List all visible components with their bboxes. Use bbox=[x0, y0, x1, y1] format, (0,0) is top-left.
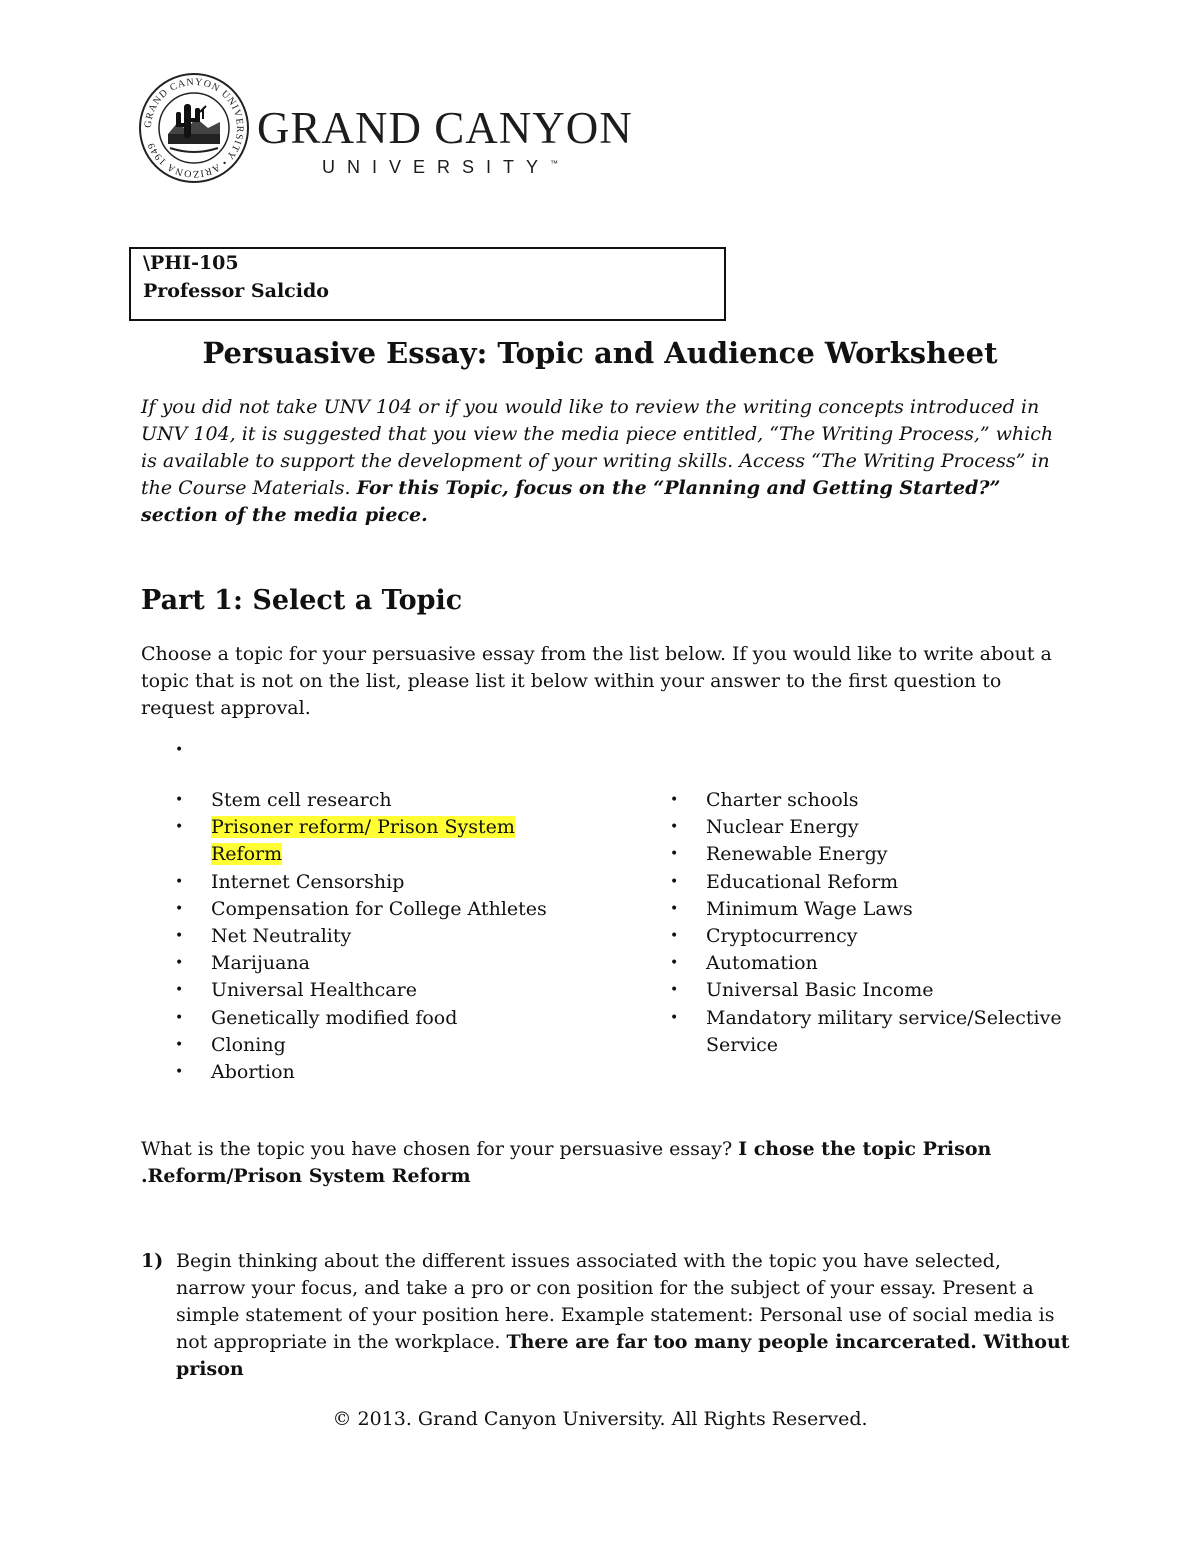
list-item: • Charter schools bbox=[670, 787, 1090, 814]
empty-bullet: • bbox=[175, 742, 184, 758]
list-item: • Universal Basic Income bbox=[670, 977, 1090, 1004]
course-code: \PHI-105 bbox=[143, 252, 239, 274]
professor-name: Professor Salcido bbox=[143, 280, 329, 302]
list-item: • Educational Reform bbox=[670, 869, 1090, 896]
list-item: • Nuclear Energy bbox=[670, 814, 1090, 841]
topic-list-left bbox=[175, 787, 555, 1086]
topic-list-right bbox=[670, 787, 1090, 1059]
intro-paragraph bbox=[141, 394, 1071, 529]
copyright-footer: © 2013. Grand Canyon University. All Rights Reserved. bbox=[332, 1408, 868, 1430]
list-item: • Automation bbox=[670, 950, 1090, 977]
topic-question bbox=[141, 1136, 1041, 1190]
list-item: • Net Neutrality bbox=[175, 923, 555, 950]
list-item-highlighted bbox=[175, 814, 555, 868]
trademark-symbol: ™ bbox=[550, 159, 559, 168]
seal-text: GRAND CANYON UNIVERSITY • ARIZONA 1949 bbox=[142, 76, 246, 180]
list-item: • Genetically modified food bbox=[175, 1005, 555, 1032]
list-item: • Renewable Energy bbox=[670, 841, 1090, 868]
logo-wordmark bbox=[257, 103, 633, 153]
list-item: • Universal Healthcare bbox=[175, 977, 555, 1004]
list-item: • Compensation for College Athletes bbox=[175, 896, 555, 923]
item-answer: There are far too many people incarcerated. Without prison bbox=[176, 1331, 1070, 1380]
page-title: Persuasive Essay: Topic and Audience Worksheet bbox=[202, 336, 998, 370]
list-item: • Cryptocurrency bbox=[670, 923, 1090, 950]
numbered-item-1 bbox=[141, 1248, 1071, 1383]
item-prompt: Begin thinking about the different issues associated with the topic you have selected, narrow your focus, and take a pro or con position for the subject of your essay. Present a simple statement of your position here. Example statement: Personal use of social media is not appropriate in the workplace. bbox=[176, 1250, 1055, 1353]
intro-emphasis: For this Topic, focus on the “Planning and Getting Started?” section of the media piece. bbox=[141, 477, 1001, 526]
list-item: • Stem cell research bbox=[175, 787, 555, 814]
part1-heading: Part 1: Select a Topic bbox=[141, 585, 463, 616]
logo-subtitle-text: UNIVERSITY bbox=[322, 157, 551, 177]
part1-instructions: Choose a topic for your persuasive essay from the list below. If you would like to write about a topic that is not on the list, please list it below within your answer to the first question to request approval. bbox=[141, 643, 1052, 719]
list-item: • Minimum Wage Laws bbox=[670, 896, 1090, 923]
question-text: What is the topic you have chosen for your persuasive essay? bbox=[141, 1138, 733, 1160]
list-item: • Mandatory military service/Selective Service bbox=[670, 1005, 1090, 1059]
question-answer: I chose the topic Prison .Reform/Prison System Reform bbox=[141, 1138, 992, 1187]
list-item: • Marijuana bbox=[175, 950, 555, 977]
list-item: • Cloning bbox=[175, 1032, 555, 1059]
intro-text: If you did not take UNV 104 or if you would like to review the writing concepts introduced in UNV 104, it is suggested that you view the media piece entitled, “The Writing Process,” which is available to support the development of your writing skills. Access “The Writing Process” in the Course Materials. bbox=[141, 396, 1054, 499]
item-number: 1) bbox=[141, 1250, 164, 1272]
course-info-box bbox=[129, 247, 726, 321]
highlighted-topic: Prisoner reform/ Prison System Reform bbox=[211, 816, 515, 866]
list-item: • Abortion bbox=[175, 1059, 555, 1086]
logo-name-text: GRAND CANYON bbox=[257, 103, 633, 153]
list-item: • Internet Censorship bbox=[175, 869, 555, 896]
item-body bbox=[176, 1248, 1071, 1383]
logo-subtitle bbox=[322, 158, 558, 176]
university-seal-logo bbox=[138, 72, 250, 184]
